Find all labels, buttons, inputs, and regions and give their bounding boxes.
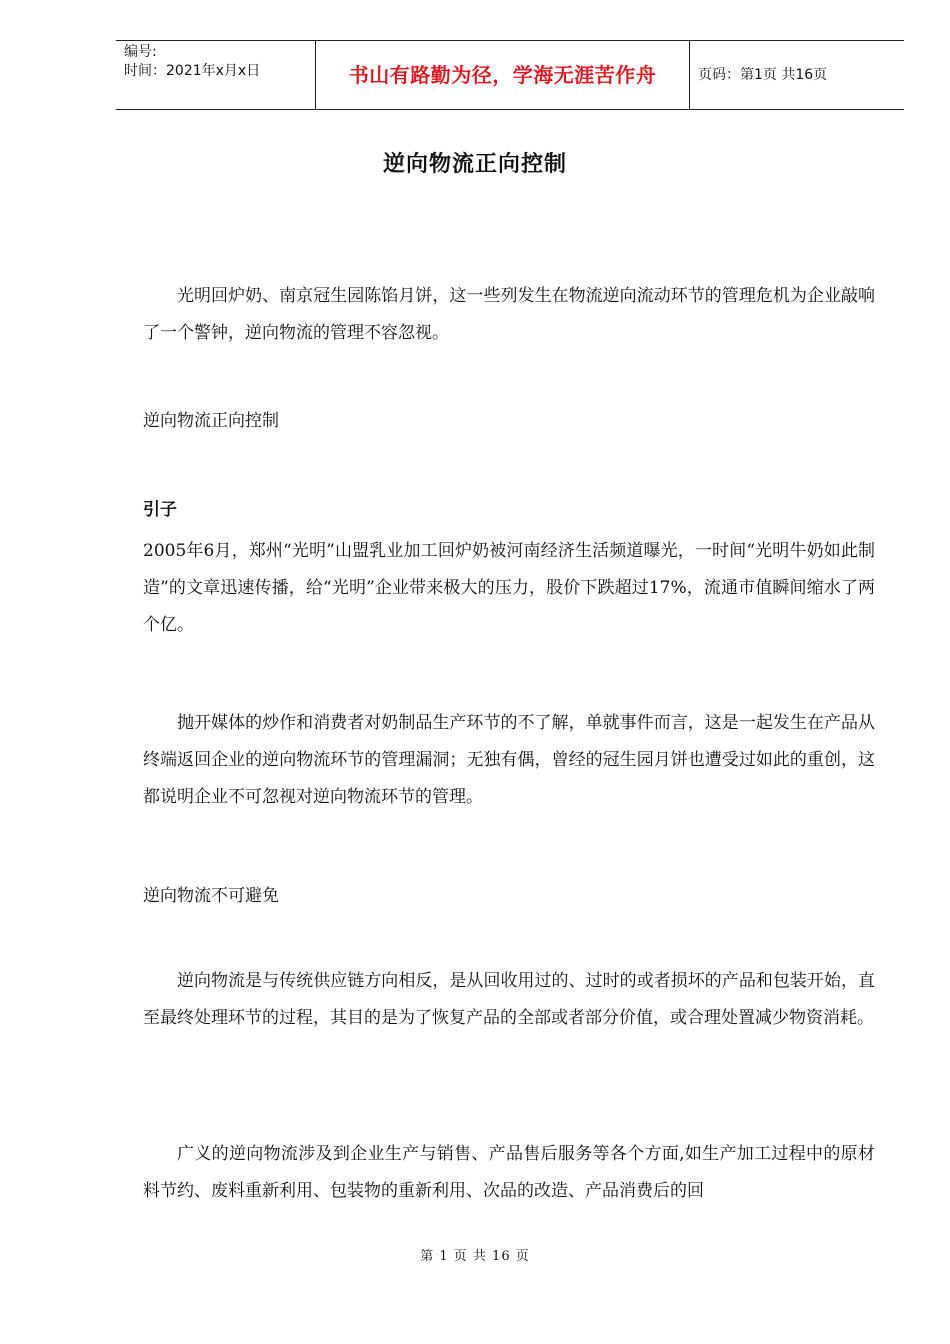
paragraph-preface: 2005年6月，郑州“光明”山盟乳业加工回炉奶被河南经济生活频道曝光，一时间“光明牛奶如此制造”的文章迅速传播，给“光明”企业带来极大的压力，股价下跌超过17%，流通市值瞬间缩水了两个亿。 xyxy=(143,541,875,635)
page-footer: 第 1 页 共 16 页 xyxy=(420,1249,530,1264)
paragraph-definition: 逆向物流是与传统供应链方向相反，是从回收用过的、过时的或者损坏的产品和包装开始，直至最终处理环节的过程，其目的是为了恢复产品的全部或者部分价值，或合理处置减少物资消耗。 xyxy=(143,971,875,1028)
document-title: 逆向物流正向控制 xyxy=(382,152,567,177)
header-page-info: 页码：第1页 共16页 xyxy=(698,67,828,83)
paragraph-analysis: 抛开媒体的炒作和消费者对奶制品生产环节的不了解，单就事件而言，这是一起发生在产品从终端返回企业的逆向物流环节的管理漏洞；无独有偶，曾经的冠生园月饼也遭受过如此的重创，这都说明企业不可忽视对逆向物流环节的管理。 xyxy=(143,713,875,807)
page-header xyxy=(116,40,904,110)
paragraph-intro: 光明回炉奶、南京冠生园陈馅月饼，这一些列发生在物流逆向流动环节的管理危机为企业敲响了一个警钟，逆向物流的管理不容忽视。 xyxy=(143,286,875,343)
paragraph-broad-definition: 广义的逆向物流涉及到企业生产与销售、产品售后服务等各个方面,如生产加工过程中的原材料节约、废料重新利用、包装物的重新利用、次品的改造、产品消费后的回 xyxy=(143,1144,875,1201)
header-motto: 书山有路勤为径，学海无涯苦作舟 xyxy=(348,63,657,87)
header-time-label: 时间：2021年x月x日 xyxy=(124,63,261,79)
section-heading-preface: 引子 xyxy=(143,500,177,520)
header-number-label: 编号: xyxy=(124,44,157,60)
section-heading-main: 逆向物流正向控制 xyxy=(143,411,279,431)
section-heading-inevitable: 逆向物流不可避免 xyxy=(143,886,279,906)
header-meta xyxy=(124,43,314,81)
header-divider xyxy=(689,41,690,109)
